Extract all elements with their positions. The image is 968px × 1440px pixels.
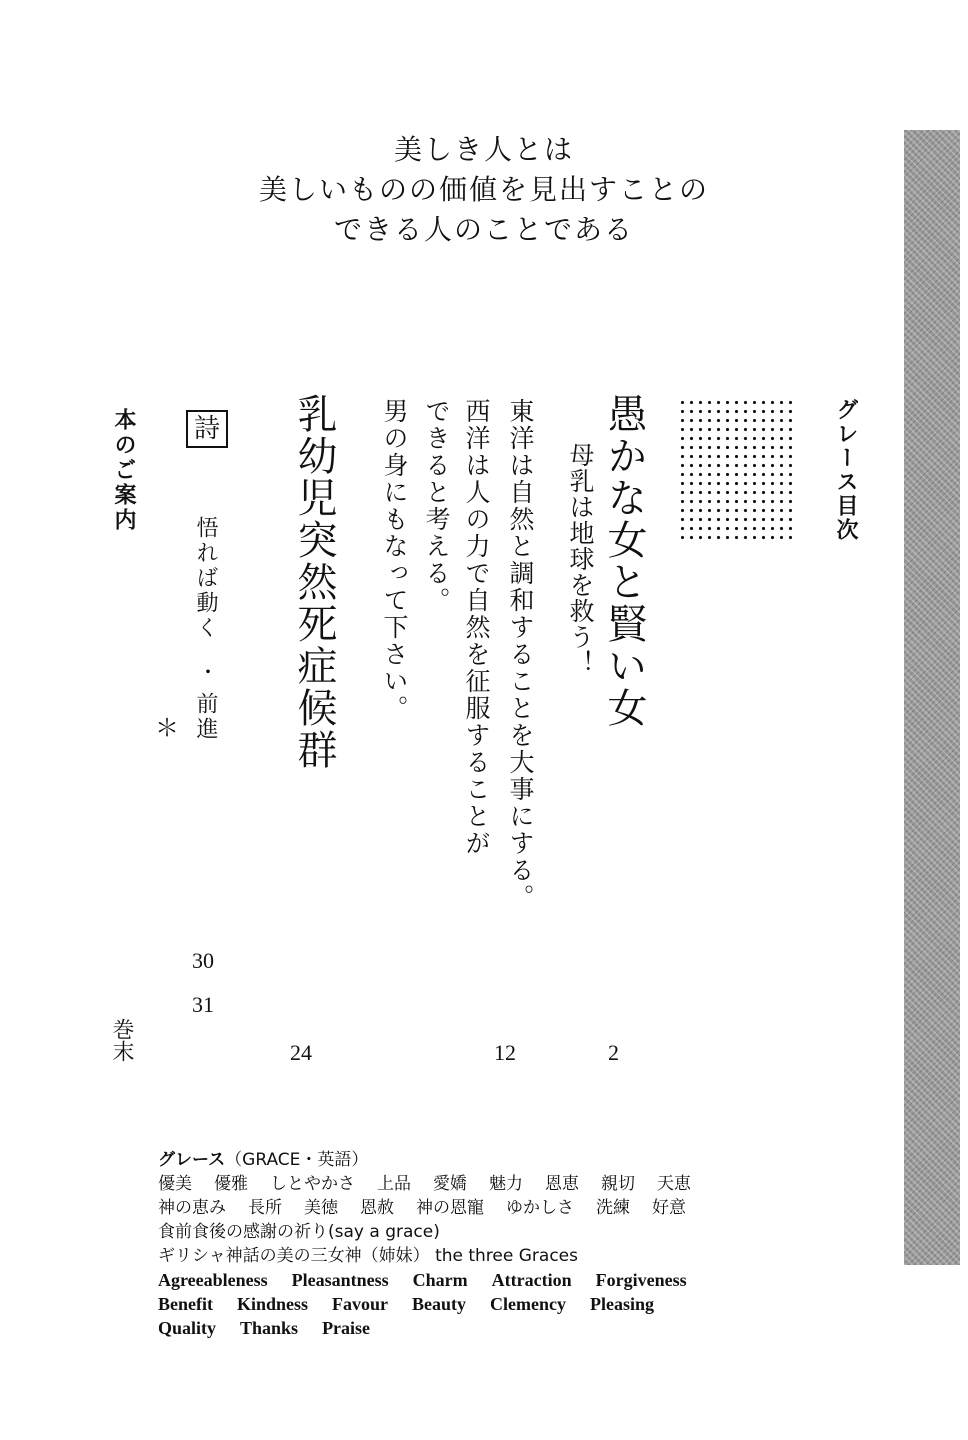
gloss-word: Beauty: [412, 1294, 467, 1314]
entry-2-page: 12: [494, 1040, 516, 1065]
gloss-word: Kindness: [236, 1294, 309, 1314]
glossary-row-3: 食前食後の感謝の祈り(say a grace): [158, 1222, 440, 1242]
glossary-row-1: [158, 1172, 798, 1196]
gloss-word: 愛嬌: [433, 1174, 467, 1194]
gloss-word: Favour: [332, 1294, 389, 1314]
glossary-row-7: [158, 1316, 798, 1340]
book-guide-page: 巻末: [109, 1018, 134, 1062]
gloss-word: Quality: [158, 1318, 217, 1338]
gloss-word: 洗練: [596, 1198, 630, 1218]
gloss-word: Clemency: [490, 1294, 567, 1314]
entry-1-page: 2: [608, 1040, 619, 1065]
gloss-word: 優美: [158, 1174, 192, 1194]
gloss-word: 上品: [377, 1174, 411, 1194]
epigraph-line-2: 美しいものの価値を見出すことの: [258, 173, 709, 206]
gloss-word: Pleasing: [590, 1294, 655, 1314]
gloss-word: 美徳: [304, 1198, 338, 1218]
glossary-heading-paren: （GRACE・英語）: [225, 1150, 369, 1170]
gloss-word: 恩赦: [360, 1198, 394, 1218]
poem-separator: ・: [198, 660, 218, 684]
entry-2-line-4[interactable]: 男の身にもなって下さい。: [380, 398, 409, 722]
gloss-word: Pleasantness: [291, 1270, 389, 1290]
gloss-word: 恩恵: [545, 1174, 579, 1194]
gloss-word: 天恵: [657, 1174, 691, 1194]
gloss-word: 魅力: [489, 1174, 523, 1194]
entry-2-line-3[interactable]: できると考える。: [422, 398, 451, 614]
epigraph-line-1: 美しき人とは: [393, 133, 574, 166]
gloss-word: 親切: [601, 1174, 635, 1194]
gloss-word: ゆかしさ: [506, 1198, 574, 1218]
toc-heading: グレース目次: [833, 398, 858, 542]
gloss-word: 神の恵み: [158, 1198, 226, 1218]
gloss-word: 神の恩寵: [416, 1198, 484, 1218]
poem-label-box: 詩: [186, 410, 228, 448]
glossary-heading: [158, 1148, 798, 1172]
glossary-row-4: ギリシャ神話の美の三女神（姉妹） the three Graces: [158, 1246, 578, 1266]
gloss-word: Forgiveness: [595, 1270, 687, 1290]
gloss-word: 長所: [248, 1198, 282, 1218]
entry-1-title[interactable]: 愚かな女と賢い女: [601, 393, 647, 729]
poem-item-1[interactable]: 悟れば動く: [193, 516, 218, 641]
entry-1-subtitle: 母乳は地球を救う！: [566, 442, 595, 676]
glossary-row-2: [158, 1196, 798, 1220]
gloss-word: 優雅: [214, 1174, 248, 1194]
glossary-row-5: [158, 1268, 798, 1292]
page-edge-strip: [904, 130, 960, 1265]
gloss-word: 好意: [652, 1198, 686, 1218]
gloss-word: Charm: [412, 1270, 468, 1290]
dotted-ornament: [678, 398, 798, 540]
entry-2-line-2[interactable]: 西洋は人の力で自然を征服することが: [462, 398, 491, 857]
epigraph-line-3: できる人のことである: [333, 213, 634, 246]
gloss-word: Attraction: [491, 1270, 572, 1290]
poem-asterisk: ＊: [155, 714, 179, 742]
gloss-word: Thanks: [240, 1318, 299, 1338]
gloss-word: Benefit: [158, 1294, 213, 1314]
glossary-row-6: [158, 1292, 798, 1316]
poem-item-2[interactable]: 前進: [193, 692, 218, 742]
poem-page-1: 30: [192, 948, 214, 973]
book-guide-title[interactable]: 本のご案内: [111, 408, 136, 533]
glossary-heading-word: グレース: [158, 1150, 226, 1170]
entry-2-line-1[interactable]: 東洋は自然と調和することを大事にする。: [506, 398, 535, 911]
glossary: [158, 1148, 798, 1340]
gloss-word: Agreeableness: [158, 1270, 268, 1290]
gloss-word: しとやかさ: [270, 1174, 355, 1194]
entry-3-title[interactable]: 乳幼児突然死症候群: [291, 393, 337, 771]
gloss-word: Praise: [322, 1318, 371, 1338]
epigraph: [0, 130, 968, 250]
poem-page-2: 31: [192, 992, 214, 1017]
entry-3-page: 24: [290, 1040, 312, 1065]
